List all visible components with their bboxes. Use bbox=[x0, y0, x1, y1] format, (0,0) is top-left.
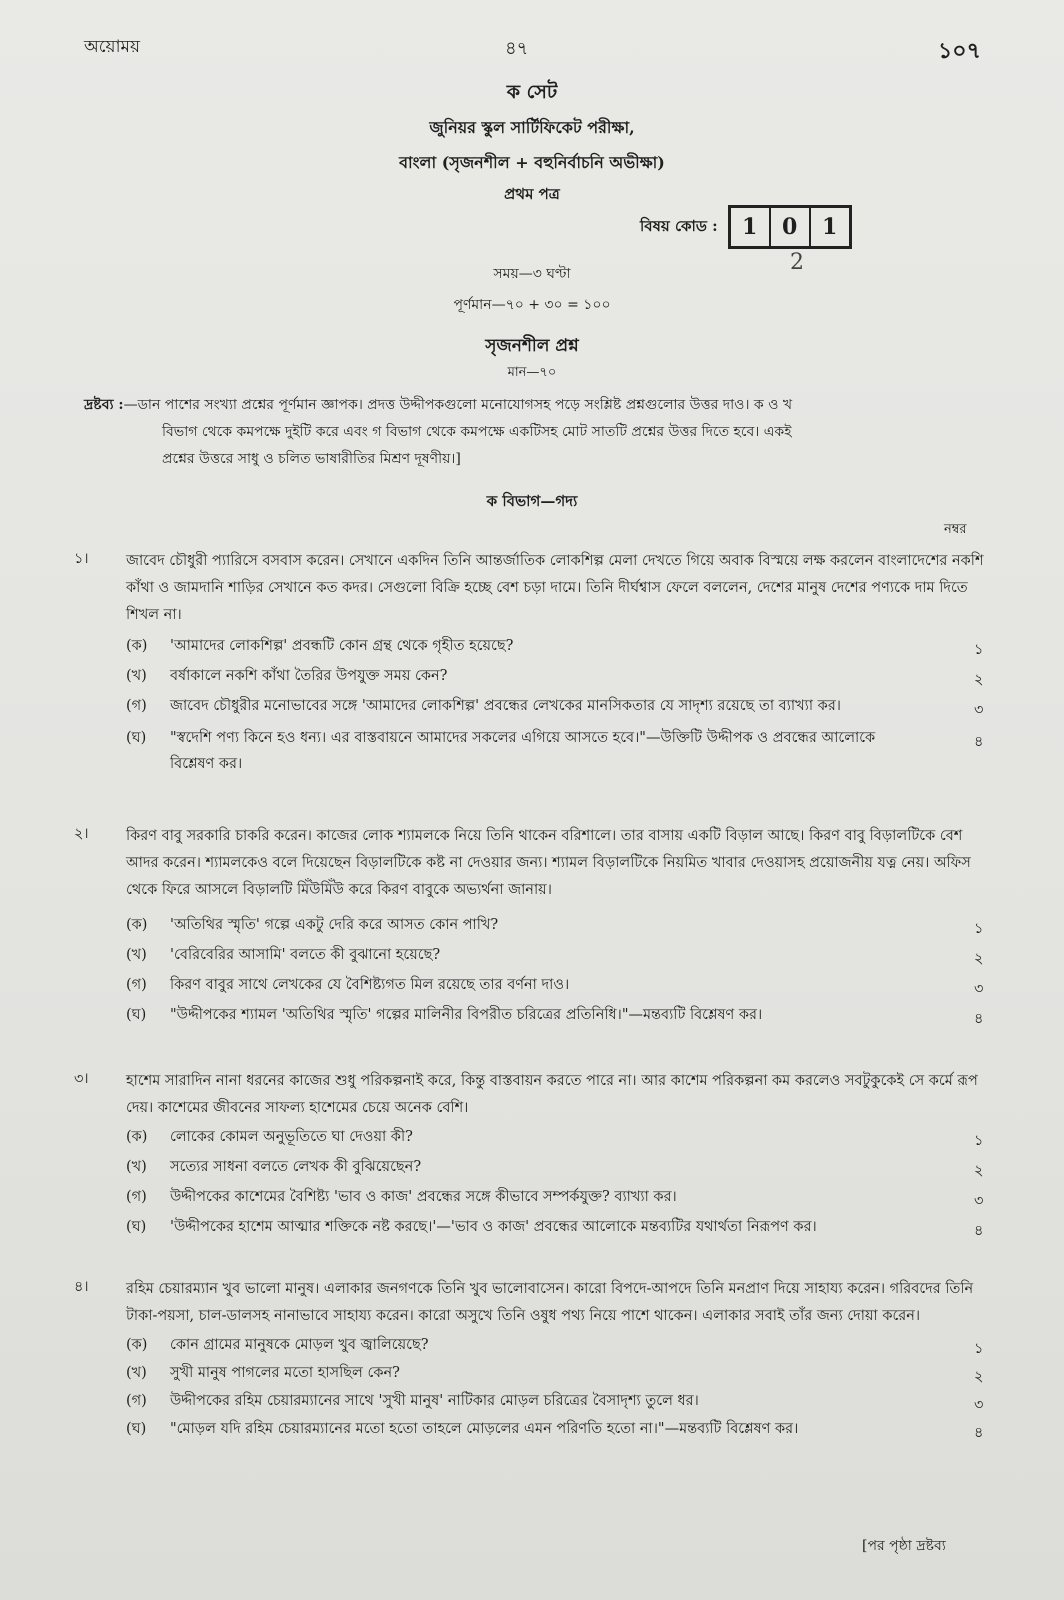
question-3 bbox=[74, 1068, 984, 1240]
sub-question-marks: ২ bbox=[974, 1163, 984, 1179]
sub-question-marks: ৩ bbox=[974, 981, 984, 997]
sub-question-marks: ২ bbox=[974, 672, 984, 688]
question-number: ১। bbox=[74, 551, 89, 567]
sub-question-text: কিরণ বাবুর সাথে লেখকের যে বৈশিষ্ট্যগত মিল রয়েছে তার বর্ণনা দাও। bbox=[170, 977, 570, 993]
subject-code-label: বিষয় কোড : bbox=[640, 216, 718, 235]
sub-question-label: (ক) bbox=[126, 917, 148, 933]
sub-question-text: "স্বদেশি পণ্য কিনে হও ধন্য। এর বাস্তবায়নে আমাদের সকলের এগিয়ে আসতে হবে।"—উক্তিটি উদ্দীপক ও প্রবন্ধের আলোকে বিশ্লেষণ কর। bbox=[170, 730, 876, 772]
sub-question bbox=[126, 633, 984, 659]
sub-question-label: (ক) bbox=[126, 638, 148, 654]
sub-question bbox=[126, 693, 984, 719]
sub-question bbox=[126, 1388, 984, 1414]
section-marks: মান—৭০ bbox=[507, 365, 557, 380]
sub-question bbox=[126, 1214, 984, 1240]
subject-code-digit: 0 bbox=[771, 208, 811, 246]
sub-question-marks: ২ bbox=[974, 951, 984, 967]
sub-question-label: (ক) bbox=[126, 1129, 148, 1145]
section-heading: ক বিভাগ—গদ্য bbox=[486, 492, 578, 510]
question-stem: হাশেম সারাদিন নানা ধরনের কাজের শুধু পরিকল্পনাই করে, কিন্তু বাস্তবায়ন করতে পারে না। আর কাশেম পরিকল্পনা কম করলেও সবটুকুকেই সে কর্মে রূপ দেয়। কাশেমের জীবনের সাফল্য হাশেমের চেয়ে অনেক বেশি। bbox=[126, 1073, 978, 1116]
sub-question bbox=[126, 1360, 984, 1386]
header-page-mid-number: ৪৭ bbox=[505, 38, 529, 59]
sub-question-text: 'আমাদের লোকশিল্প' প্রবন্ধটি কোন গ্রন্থ থেকে গৃহীত হয়েছে? bbox=[170, 638, 514, 654]
sub-question-label: (খ) bbox=[126, 1159, 147, 1175]
subject-title: বাংলা (সৃজনশীল + বহুনির্বাচনি অভীক্ষা) bbox=[399, 153, 665, 172]
header-page-number: ১০৭ bbox=[938, 38, 981, 64]
sub-question-text: জাবেদ চৌধুরীর মনোভাবের সঙ্গে 'আমাদের লোকশিল্প' প্রবন্ধের লেখকের মানসিকতার যে সাদৃশ্য রয়েছে তা ব্যাখ্যা কর। bbox=[170, 698, 841, 714]
sub-question-text: 'বেরিবেরির আসামি' বলতে কী বুঝানো হয়েছে? bbox=[170, 947, 441, 963]
sub-question-label: (ক) bbox=[126, 1337, 148, 1353]
sub-question-label: (খ) bbox=[126, 947, 147, 963]
question-stem: কিরণ বাবু সরকারি চাকরি করেন। কাজের লোক শ্যামলকে নিয়ে তিনি থাকেন বরিশালে। তার বাসায় একটি বিড়াল আছে। কিরণ বাবু বিড়ালটিকে বেশ আদর করেন। শ্যামলকেও বলে দিয়েছেন বিড়ালটিকে কষ্ট না দেওয়ার জন্য। শ্যামল বিড়ালটিকে নিয়মিত খাবার দেওয়াসহ প্রয়োজনীয় যত্ন নেয়। অফিস থেকে ফিরে আসলে বিড়ালটি মিঁউমিঁউ করে কিরণ বাবুকে অভ্যর্থনা জানায়। bbox=[126, 828, 971, 898]
note-line: বিভাগ থেকে কমপক্ষে দুইটি করে এবং গ বিভাগ থেকে কমপক্ষে একটিসহ মোট সাতটি প্রশ্নের উত্তর দিতে হবে। একই bbox=[162, 424, 792, 440]
exam-title: জুনিয়র স্কুল সার্টিফিকেট পরীক্ষা, bbox=[429, 118, 635, 137]
sub-question-label: (খ) bbox=[126, 668, 147, 684]
section-type-heading: সৃজনশীল প্রশ্ন bbox=[485, 336, 579, 356]
sub-question-text: "মোড়ল যদি রহিম চেয়ারম্যানের মতো হতো তাহলে মোড়লের এমন পরিণতি হতো না।"—মন্তব্যটি বিশ্লেষণ কর। bbox=[170, 1421, 799, 1437]
sub-question bbox=[126, 1332, 984, 1358]
sub-question-text: বর্ষাকালে নকশি কাঁথা তৈরির উপযুক্ত সময় কেন? bbox=[170, 668, 448, 684]
sub-question-marks: ১ bbox=[974, 921, 984, 937]
question-4 bbox=[74, 1276, 984, 1442]
sub-question-text: কোন গ্রামের মানুষকে মোড়ল খুব জ্বালিয়েছে? bbox=[170, 1337, 429, 1353]
question-number: ৪। bbox=[74, 1279, 89, 1295]
handwritten-scribble: 2 bbox=[790, 250, 804, 275]
sub-question-label: (গ) bbox=[126, 977, 147, 993]
question-2 bbox=[74, 823, 984, 1028]
full-marks: পূর্ণমান—৭০ + ৩০ = ১০০ bbox=[453, 297, 611, 313]
sub-question-label: (ঘ) bbox=[126, 1007, 147, 1023]
subject-code-digit: 1 bbox=[822, 214, 838, 240]
set-title: ক সেট bbox=[506, 81, 558, 103]
next-page-note: [পর পৃষ্ঠা দ্রষ্টব্য bbox=[862, 1538, 946, 1554]
sub-question-marks: ২ bbox=[974, 1369, 984, 1385]
sub-question-text: সুখী মানুষ পাগলের মতো হাসছিল কেন? bbox=[170, 1365, 400, 1381]
sub-question bbox=[126, 1184, 984, 1210]
sub-question-marks: ৩ bbox=[974, 1193, 984, 1209]
sub-question-text: উদ্দীপকের রহিম চেয়ারম্যানের সাথে 'সুখী মানুষ' নাটিকার মোড়ল চরিত্রের বৈসাদৃশ্য তুলে ধর। bbox=[170, 1393, 699, 1409]
sub-question-marks: ৪ bbox=[974, 1223, 984, 1239]
sub-question bbox=[126, 1154, 984, 1180]
sub-question-marks: ৪ bbox=[974, 734, 984, 750]
sub-question-label: (ঘ) bbox=[126, 1421, 147, 1437]
sub-question-marks: ১ bbox=[974, 1341, 984, 1357]
sub-question-text: সত্যের সাধনা বলতে লেখক কী বুঝিয়েছেন? bbox=[170, 1159, 422, 1175]
sub-question bbox=[126, 1002, 984, 1028]
sub-question-label: (গ) bbox=[126, 698, 147, 714]
sub-question-text: উদ্দীপকের কাশেমের বৈশিষ্ট্য 'ভাব ও কাজ' প্রবন্ধের সঙ্গে কীভাবে সম্পর্কযুক্ত? ব্যাখ্যা কর। bbox=[170, 1189, 677, 1205]
sub-question bbox=[126, 912, 984, 938]
sub-question bbox=[126, 972, 984, 998]
sub-question bbox=[126, 725, 984, 777]
instructions-note bbox=[84, 392, 980, 473]
sub-question-label: (গ) bbox=[126, 1393, 147, 1409]
sub-question-text: লোকের কোমল অনুভূতিতে ঘা দেওয়া কী? bbox=[170, 1129, 413, 1145]
sub-question bbox=[126, 1124, 984, 1150]
sub-question-marks: ১ bbox=[974, 1133, 984, 1149]
header-book-title: অয়োময় bbox=[84, 37, 140, 57]
question-stem: রহিম চেয়ারম্যান খুব ভালো মানুষ। এলাকার জনগণকে তিনি খুব ভালোবাসেন। কারো বিপদে-আপদে তিনি মনপ্রাণ দিয়ে সাহায্য করেন। গরিবদের তিনি টাকা-পয়সা, চাল-ডালসহ নানাভাবে সাহায্য করেন। কারো অসুখে তিনি ওষুধ পথ্য নিয়ে পাশে থাকেন। এলাকার সবাই তাঁর জন্য দোয়া করেন। bbox=[126, 1281, 974, 1324]
sub-question bbox=[126, 1416, 984, 1442]
sub-question-text: "উদ্দীপকের শ্যামল 'অতিথির স্মৃতি' গল্পের মালিনীর বিপরীত চরিত্রের প্রতিনিধি।"—মন্তব্যটি বিশ্লেষণ কর। bbox=[170, 1007, 763, 1023]
sub-question-text: 'অতিথির স্মৃতি' গল্পে একটু দেরি করে আসত কোন পাখি? bbox=[170, 917, 499, 933]
question-1 bbox=[74, 548, 984, 777]
sub-question-marks: ১ bbox=[974, 642, 984, 658]
sub-question-marks: ৪ bbox=[974, 1425, 984, 1441]
sub-question-label: (খ) bbox=[126, 1365, 147, 1381]
sub-question-label: (গ) bbox=[126, 1189, 147, 1205]
sub-question-text: 'উদ্দীপকের হাশেম আত্মার শক্তিকে নষ্ট করছে।'—'ভাব ও কাজ' প্রবন্ধের আলোকে মন্তব্যটির যথার্থতা নিরূপণ কর। bbox=[170, 1219, 817, 1235]
note-line: —ডান পাশের সংখ্যা প্রশ্নের পূর্ণমান জ্ঞাপক। প্রদত্ত উদ্দীপকগুলো মনোযোগসহ পড়ে সংশ্লিষ্ট প্রশ্নগুলোর উত্তর দাও। ক ও খ bbox=[123, 397, 793, 413]
sub-question-marks: ৪ bbox=[974, 1011, 984, 1027]
subject-code-row bbox=[640, 204, 852, 250]
subject-code-digit: 1 bbox=[731, 208, 771, 246]
question-stem: জাবেদ চৌধুরী প্যারিসে বসবাস করেন। সেখানে একদিন তিনি আন্তর্জাতিক লোকশিল্প মেলা দেখতে গিয়ে অবাক বিস্ময়ে লক্ষ করলেন বাংলাদেশের নকশি কাঁথা ও জামদানি শাড়ির সেখানে কত কদর। সেগুলো বিক্রি হচ্ছে বেশ চড়া দামে। তিনি দীর্ঘশ্বাস ফেলে বললেন, দেশের মানুষ দেশের পণ্যকে দাম দিতে শিখল না। bbox=[126, 553, 984, 623]
sub-question-marks: ৩ bbox=[974, 702, 984, 718]
sub-question bbox=[126, 942, 984, 968]
exam-time: সময়—৩ ঘণ্টা bbox=[493, 266, 571, 282]
sub-question-label: (ঘ) bbox=[126, 1219, 147, 1235]
sub-question-label: (ঘ) bbox=[126, 730, 147, 746]
note-line: প্রশ্নের উত্তরে সাধু ও চলিত ভাষারীতির মিশ্রণ দূষণীয়।] bbox=[162, 451, 461, 467]
sub-question bbox=[126, 663, 984, 689]
marks-column-header: নম্বর bbox=[944, 522, 967, 537]
note-label: দ্রষ্টব্য : bbox=[84, 397, 124, 413]
subject-code-box bbox=[728, 205, 852, 249]
sub-question-marks: ৩ bbox=[974, 1397, 984, 1413]
paper-title: প্রথম পত্র bbox=[504, 185, 560, 203]
question-number: ২। bbox=[74, 826, 89, 842]
question-number: ৩। bbox=[74, 1071, 89, 1087]
